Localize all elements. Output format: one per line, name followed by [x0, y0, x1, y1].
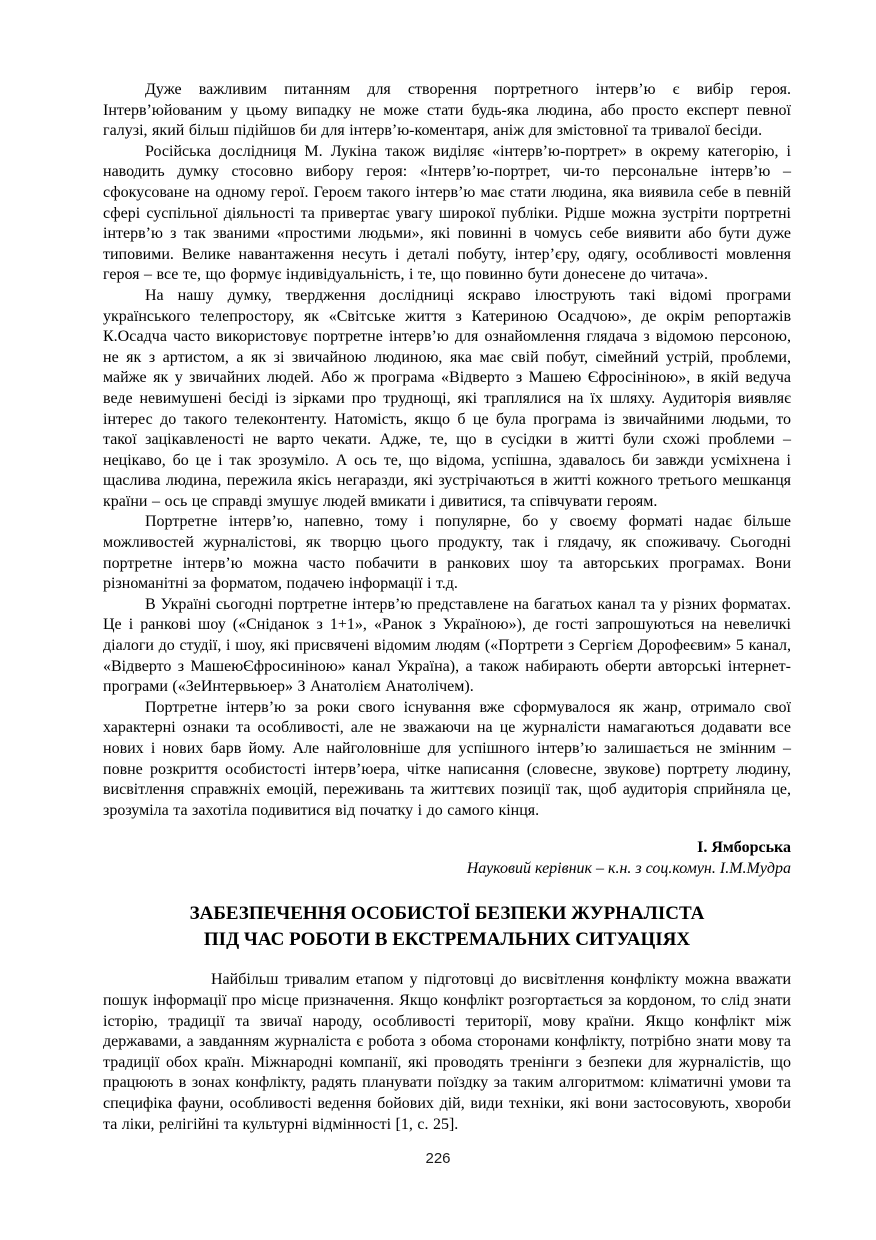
page-number: 226: [425, 1150, 451, 1167]
author-name: І. Ямборська: [697, 839, 791, 857]
second-article-body: [103, 970, 791, 1135]
paragraph: Дуже важливим питанням для створення портретного інтерв’ю є вибір героя. Інтерв’юйованим у цьому випадку не може стати будь-яка людина, або просто експерт певної галузі, який більш підійшов би для інтерв’ю-коментаря, аніж для змістовної та тривалої бесіди.: [103, 81, 791, 140]
paragraph: Портретне інтерв’ю за роки свого існування вже сформувалося як жанр, отримало свої характерні ознаки та особливості, але не зважаючи на це журналісти намагаються додавати все нових і нових барв йому. Але найголовніше для успішного інтерв’ю залишається не змінним – повне розкриття особистості інтерв’юера, чітке написання (словесне, звукове) портрету людину, висвітлення справжніх емоцій, переживань та життєвих позиції так, щоб аудиторія сприйняла це, зрозуміла та захотіла подивитися від початку і до самого кінця.: [103, 698, 791, 819]
paragraph: Портретне інтерв’ю, напевно, тому і популярне, бо у своєму форматі надає більше можливостей журналістові, як творцю цього продукту, так і глядачу, як споживачу. Сьогодні портретне інтерв’ю можна часто побачити в ранкових шоу та авторських програмах. Вони різноманітні за форматом, подачею інформації і т.д.: [103, 513, 791, 593]
paragraph: Російська дослідниця М. Лукіна також виділяє «інтерв’ю-портрет» в окрему категорію, і наводить думку стосовно вибору героя: «Інтерв’ю-портрет, чи-то персональне інтерв’ю – сфокусоване на одному герої. Героєм такого інтерв’ю має стати людина, яка виявила себе в певній сфері суспільної діяльності та привертає увагу широкої публіки. Рідше можна зустріти портретні інтерв’ю з так званими «простими людьми», які повинні в чомусь себе виявити або бути дуже типовими. Велике навантаження несуть і деталі побуту, інтер’єру, одягу, особливості мовлення героя – все те, що формує індивідуальність, і те, що повинно бути донесене до читача».: [103, 142, 791, 284]
page-content: [103, 80, 791, 1135]
paragraph: На нашу думку, твердження дослідниці яскраво ілюструють такі відомі програми українського телепростору, як «Світське життя з Катериною Осадчою», де окрім репортажів К.Осадча часто використовує портретне інтерв’ю для ознайомлення глядача з відомою персоною, не як з артистом, а як зі звичайною людиною, яка має свій побут, сімейний устрій, проблеми, майже як у звичайних людей. Або ж програма «Відверто з Машею Єфросініною», в якій ведуча веде невимушені бесіді із зірками про труднощі, які траплялися на їх шляху. Аудиторія виявляє інтерес до такого телеконтенту. Натомість, якщо б це була програма із звичайними людьми, то такої зацікавленості не варто чекати. Адже, те, що в сусідки в житті були схожі проблеми – нецікаво, бо це і так зрозуміло. А ось те, що відома, успішна, здавалось би завжди усміхнена і щаслива людина, пережила якісь негаразди, які зустрічаються в житті кожного третього мешканця країни – ось це справді змушує людей вмикати і дивитися, та співчувати героям.: [103, 286, 791, 510]
paragraph: В Україні сьогодні портретне інтерв’ю представлене на багатьох канал та у різних форматах. Це і ранкові шоу («Сніданок з 1+1», «Ранок з Україною»), де гості запрошуються на невеличкі діалоги до студії, і шоу, які присвячені відомим людям («Портрети з Сергієм Дорофеєвим» 5 канал, «Відверто з МашеюЄфросиніною» канал Україна), а також набирають оберти авторські інтернет-програми («ЗеИнтервьюер» З Анатолієм Анатолічем).: [103, 595, 791, 696]
article-title-line-2: ПІД ЧАС РОБОТИ В ЕКСТРЕМАЛЬНИХ СИТУАЦІЯХ: [203, 929, 691, 951]
paragraph: Найбільш тривалим етапом у підготовці до висвітлення конфлікту можна вважати пошук інформації про місце призначення. Якщо конфлікт розгортається за кордоном, то слід знати історію, традиції та звичаї народу, особливості території, мову країни. Якщо конфлікт між державами, а завданням журналіста є робота з обома сторонами конфлікту, потрібно знати мову та традиції обох країн. Міжнародні компанії, які проводять тренінги з безпеки для журналістів, що працюють в зонах конфлікту, радять планувати поїздку за таким алгоритмом: кліматичні умови та специфіка фауни, особливості ведення бойових дій, види техніки, які вони застосовують, хвороби та ліки, релігійні та культурні відмінності [1, с. 25].: [103, 971, 791, 1133]
author-block: [103, 837, 791, 879]
first-article-body: [103, 80, 791, 821]
article-title: [103, 901, 791, 953]
article-title-line-1: ЗАБЕЗПЕЧЕННЯ ОСОБИСТОЇ БЕЗПЕКИ ЖУРНАЛІСТА: [189, 903, 705, 925]
supervisor-line: Науковий керівник – к.н. з соц.комун. І.М.Мудра: [466, 860, 791, 878]
